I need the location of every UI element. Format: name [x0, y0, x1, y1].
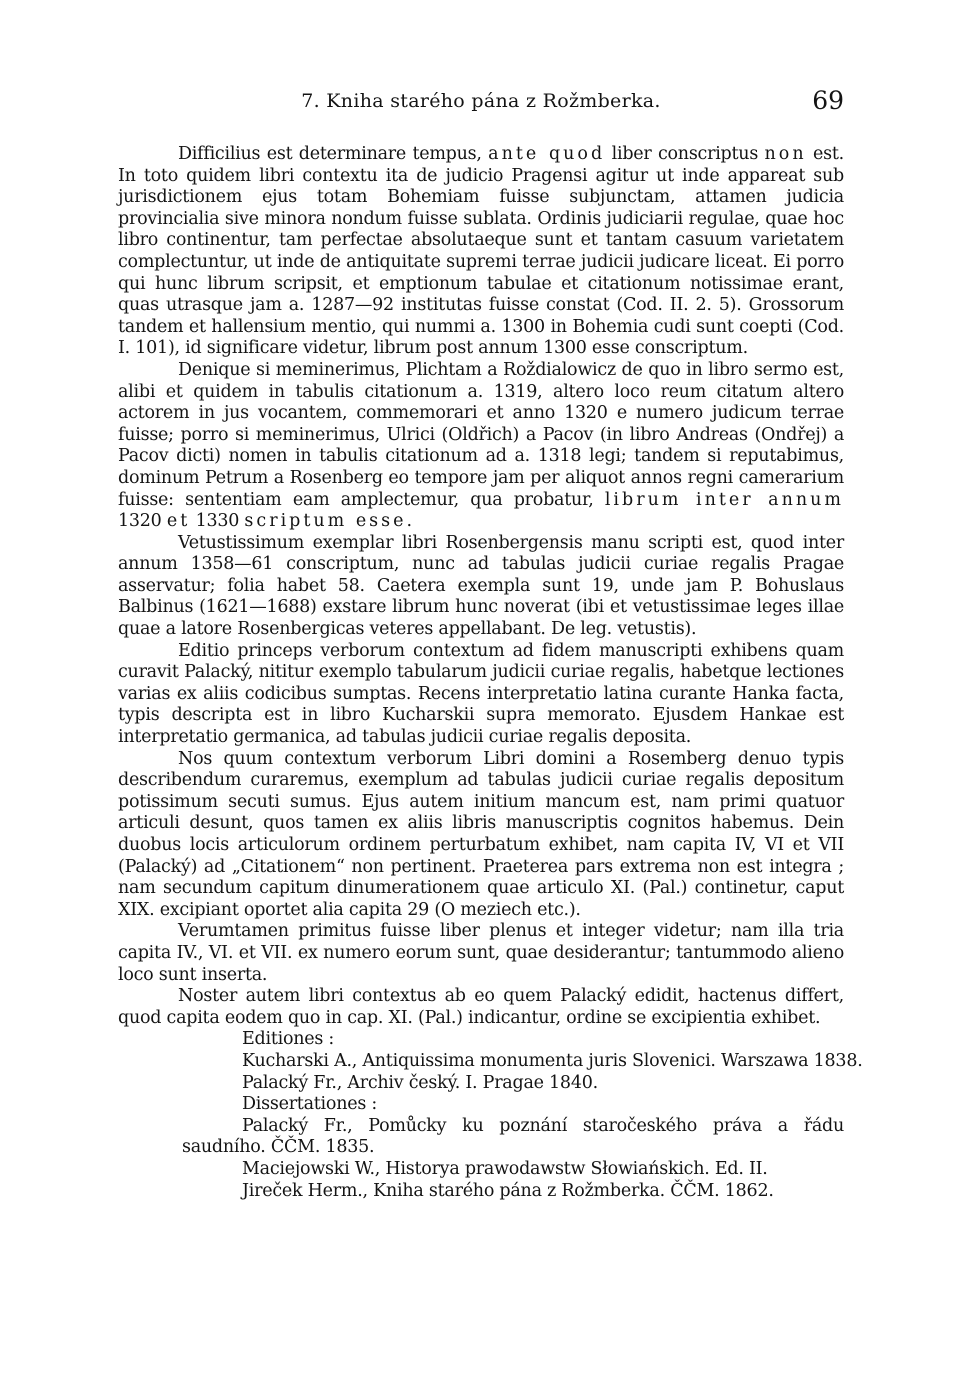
running-title: 7. Kniha starého pána z Rožmberka.: [301, 90, 661, 112]
bibliography-entry: Maciejowski W., Historya prawodawstw Słowiańskich. Ed. II.: [242, 1158, 768, 1179]
bibliography: [118, 1029, 863, 1202]
bibliography-entry: Jireček Herm., Kniha starého pána z Rožmberka. ČČM. 1862.: [242, 1180, 774, 1201]
page-number: 69: [812, 86, 844, 115]
paragraph: Vetustissimum exemplar libri Rosenbergensis manu scripti est, quod inter annum 1358—61 conscriptum, nunc ad tabulas judicii curiae regalis Pragae asservatur; folia habet 58. Caetera exempla sunt 19, unde jam P. Bohuslaus Balbinus (1621—1688) exstare librum hunc noverat (ibi et vetustissimae leges illae quae a latore Rosenbergicas veteres appellabant. De leg. vetustis).: [118, 532, 844, 640]
text-run: .: [406, 511, 412, 532]
paragraph: Nos quum contextum verborum Libri domini a Rosemberg denuo typis describendum curaremus, exemplum ad tabulas judicii curiae regalis depositum potissimum secuti sumus. Ejus autem initium mancum est, nam primi quatuor articuli desunt, quos tamen ex aliis libris manuscriptis cognitos habemus. Dein duobus locis articulorum ordinem perturbatum exhibet, nam capita IV, VI et VII (Palacký) ad „Citationem“ non pertinent. Praeterea pars extrema non est integra ; nam secundum capitum dinumerationem quae articulo XI. (Pal.) continetur, caput XIX. excipiant oportet alia capita 29 (O meziech etc.).: [118, 748, 844, 920]
paragraph: Editio princeps verborum contextum ad fidem manuscripti exhibens quam curavit Palacký, nititur exemplo tabularum judicii curiae regalis, habetque lectiones varias ex aliis codicibus sumptas. Recens interpretatio latina curante Hanka facta, typis descripta est in libro Kucharskii supra memorato. Ejusdem Hankae est interpretatio germanica, ad tabulas judicii curiae regalis deposita.: [118, 640, 844, 748]
bibliography-entry: Palacký Fr., Archiv český. I. Pragae 1840.: [242, 1072, 598, 1093]
spaced-text-run: librum inter annum: [604, 489, 844, 510]
text-run: Denique si meminerimus, Plichtam a Roždialowicz de quo in libro sermo est, alibi et quidem in tabulis citationum a. 1319, altero loco reum citatum altero actorem in jus vocantem, commemorari et anno 1320 e numero judicum terrae fuisse; porro si meminerimus, Ulrici (Oldřich) a Pacov (in libro Andreas (Ondřej) a Pacov dicti) nomen in tabulis citationum ad a. 1318 legi; tandem si reputabimus, dominum Petrum a Rosenberg eo tempore jam per aliquot annos regni camerarium fuisse: sententiam eam amplectemur, qua probatur,: [118, 359, 844, 510]
bibliography-entry: Kucharski A., Antiquissima monumenta juris Slovenici. Warszawa 1838.: [242, 1050, 863, 1071]
text-run: 1320: [118, 511, 167, 532]
text-run: 1330: [190, 511, 245, 532]
spaced-text-run: scriptum esse: [244, 511, 407, 532]
paragraph: [118, 360, 844, 533]
paragraph: [118, 144, 844, 360]
text-run: Difficilius est determinare tempus,: [178, 144, 489, 164]
text-run: est. In toto quidem libri contextu ita de judicio Pragensi agitur ut inde appareat sub jurisdictionem ejus totam Bohemiam fuisse subjunctam, attamen judicia provincialia sive minora nondum fuisse sublata. Ordinis judiciarii regulae, quae hoc libro continentur, tam perfectae absolutaeque sunt et tantam casuum varietatem complectuntur, ut inde de antiquitate supremi terrae judicii judicare liceat. Ei porro qui hunc librum scripsit, et emptionum tabulae et citationum notissimae erant, quas utrasque jam a. 1287—92 institutas fuisse constat (Cod. II. 2. 5). Grossorum tandem et hallensium mentio, qui nummi a. 1300 in Bohemia cudi sunt coepti (Cod. I. 101), id significare videtur, librum post annum 1300 esse conscriptum.: [118, 144, 844, 359]
dissertations-heading: Dissertationes :: [242, 1094, 378, 1115]
spaced-text-run: non: [764, 144, 807, 164]
paragraph: Noster autem libri contextus ab eo quem Palacký edidit, hactenus differt, quod capita eodem quo in cap. XI. (Pal.) indicantur, ordine se excipientia exhibet.: [118, 986, 844, 1028]
spaced-text-run: ante quod: [488, 144, 606, 164]
text-run: liber conscriptus: [605, 144, 765, 164]
editions-heading: Editiones :: [242, 1029, 335, 1050]
spaced-text-run: et: [166, 511, 191, 532]
bibliography-entry: Palacký Fr., Pomůcky ku poznání staročeského práva a řádu saudního. ČČM. 1835.: [182, 1115, 844, 1158]
main-text: [118, 144, 863, 1202]
paragraph: Verumtamen primitus fuisse liber plenus et integer videtur; nam illa tria capita IV., VI. et VII. ex numero eorum sunt, quae desiderantur; tantummodo alieno loco sunt inserta.: [118, 921, 844, 985]
page-header: [118, 86, 844, 130]
